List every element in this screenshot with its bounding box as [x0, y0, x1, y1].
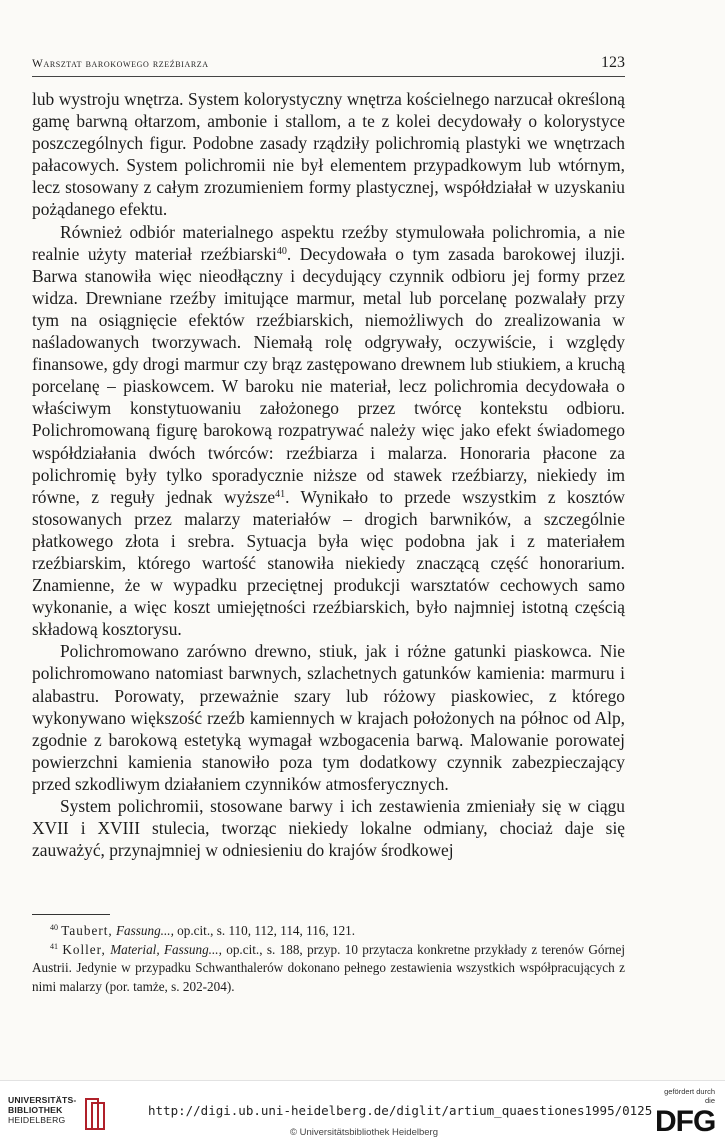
footnote-41-text: op.cit., s. 188, przyp. 10 przytacza konkretne przykłady z terenów Górnej Austrii. Jedynie w przypadku Schwanthalerów dokonano pełnego zestawienia wszystkich współpracujących z nimi malarzy (por. tamże, s. 202-204). [32, 941, 625, 994]
footnote-rule [32, 914, 110, 915]
copyright-notice: © Universitätsbibliothek Heidelberg [290, 1127, 438, 1138]
paragraph-2-part-a: Również odbiór materialnego aspektu rzeźby stymulowała polichromia, a nie realnie użyty materiał rzeźbiarski [32, 221, 625, 264]
footnotes [32, 922, 625, 996]
paragraph-2 [32, 221, 625, 641]
paragraph-2-part-c: . Wynikało to przede wszystkim z kosztów stosowanych przez malarzy materiałów – drogich barwników, a szczególnie płatkowego złota i srebra. Sytuacja była więc podobna jak i z materiałem rzeźbiarskim, którego wartość stanowiła niekiedy znaczącą część honorarium. Znamienne, że w wypadku przeciętnej produkcji warsztatów cechowych samo wykonanie, a więc koszt umiejętności rzeźbiarskich, było najmniej istotną częścią składową kosztorysu. [32, 486, 625, 640]
footnote-40-title: Fassung..., [115, 923, 174, 938]
viewer-footer [0, 1080, 725, 1143]
paragraph-1: lub wystroju wnętrza. System kolorystyczny wnętrza kościelnego narzucał określoną gamę barwną ołtarzom, ambonie i stallom, a te z kolei decydowały o kolorystyce poszczególnych figur. Podobne zasady rządziły polichromią plastyki we wnętrzach pałacowych. System polichromii nie był elementem przypadkowym lub wtórnym, lecz stosowany z całym zrozumieniem formy plastycznej, współdziałał w uzyskaniu pożądanego efektu. [32, 89, 625, 220]
footnote-ref-41: 41 [275, 488, 286, 500]
library-logo[interactable] [8, 1091, 138, 1135]
footnote-41 [32, 941, 625, 997]
footnote-41-author: Koller, [62, 941, 106, 957]
library-name: UNIVERSITÄTS- BIBLIOTHEK HEIDELBERG [8, 1095, 77, 1125]
footnote-41-title: Material, Fassung..., [110, 941, 222, 957]
body-text [32, 88, 625, 861]
paragraph-4: System polichromii, stosowane barwy i ich zestawienia zmieniały się w ciągu XVII i XVIII stulecia, tworząc niekiedy lokalne odmiany, chociaż daje się zauważyć, przynajmniej w odniesieniu do krajów środkowej [32, 796, 625, 861]
footnote-ref-40: 40 [276, 245, 287, 257]
footnote-40-author: Taubert, [61, 923, 113, 938]
paragraph-2-part-b: . Decydowała o tym zasada barokowej iluzji. Barwa stanowiła więc nieodłączny i decydujący czynnik odbioru jej formy przez widza. Drewniane rzeźby imitujące marmur, metal lub porcelanę pozwalały przy tym na osiągnięcie efektów rzeźbiarskich, niemożliwych do zrealizowania w naśladowanych tworzywach. Niemałą rolę odgrywały, oczywiście, i względy finansowe, gdy drogi marmur czy brąz zastępowano drewnem lub stiukiem, a kruchą porcelanę – piaskowcem. W baroku nie materiał, lecz polichromia decydowała o właściwym konstytuowaniu założonego przez twórcę kontekstu odbioru. Polichromowaną figurę barokową rozpatrywać należy więc jako efekt świadomego współdziałania dwóch twórców: rzeźbiarza i malarza. Honoraria płacone za polichromię były tylko sporadycznie niższe od stawek rzeźbiarzy, niekiedy im równe, z reguły jednak wyższe [32, 243, 625, 507]
footnote-40 [32, 922, 625, 941]
dfg-logo[interactable] [655, 1087, 715, 1137]
footnote-41-number: 41 [50, 941, 58, 951]
running-head [32, 54, 625, 77]
paragraph-3: Polichromowano zarówno drewno, stiuk, jak i różne gatunki piaskowca. Nie polichromowano natomiast barwnych, szlachetnych gatunków kamienia: marmuru i alabastru. Porowaty, przeważnie szary lub różowy piaskowiec, z którego wykonywano większość rzeźb kamiennych w krajach położonych na północ od Alp, zgodnie z barokową estetyką wymagał wzbogacenia barwą. Malowanie porowatej powierzchni kamienia stanowiło poza tym dodatkowy czynnik zabezpieczający przed szkodliwym działaniem czynników atmosferycznych. [32, 641, 625, 794]
running-title: Warsztat barokowego rzeźbiarza [32, 58, 209, 70]
page-number: 123 [601, 54, 625, 71]
footnote-40-text: op.cit., s. 110, 112, 114, 116, 121. [177, 923, 356, 938]
funding-note: gefördert durch die [664, 1087, 715, 1105]
library-emblem-icon [84, 1097, 106, 1131]
dfg-wordmark: DFG [655, 1105, 716, 1138]
permalink-url[interactable]: http://digi.ub.uni-heidelberg.de/diglit/artium_quaestiones1995/0125 [148, 1103, 653, 1118]
footnote-40-number: 40 [50, 923, 58, 932]
